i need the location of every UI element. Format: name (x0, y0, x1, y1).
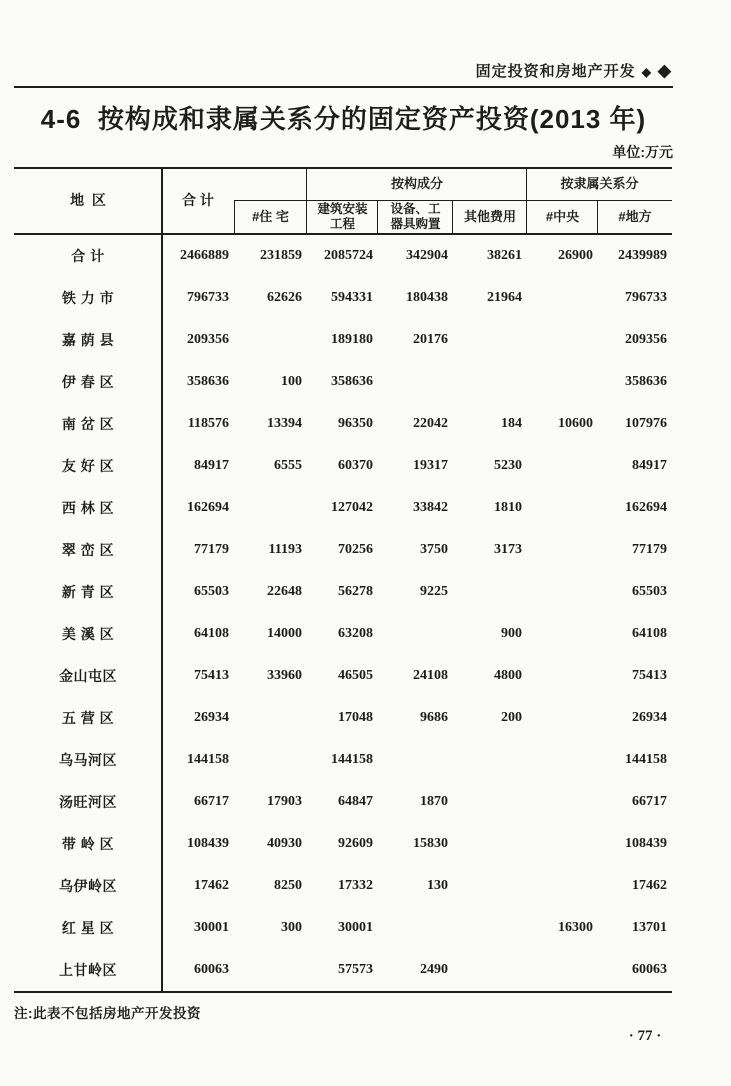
diamond-large-icon: ◆ (657, 61, 672, 80)
cell-central (527, 949, 598, 991)
cell-total: 796733 (187, 290, 229, 305)
table-row (14, 739, 672, 781)
cell-residential: 22648 (267, 584, 302, 599)
cell-equipment (378, 613, 453, 655)
cell-equipment: 24108 (413, 668, 448, 683)
column-header-construction-line2: 工程 (329, 216, 355, 231)
column-header-residential: #住 宅 (252, 209, 289, 224)
cell-total: 26934 (194, 710, 229, 725)
cell-other (453, 823, 527, 865)
cell-construction: 17048 (338, 710, 373, 725)
cell-residential: 231859 (260, 248, 302, 263)
table-bottom-border (14, 991, 672, 993)
page-title: 4-6 按构成和隶属关系分的固定资产投资(2013 年) (40, 104, 647, 134)
cell-total: 60063 (194, 962, 229, 977)
cell-equipment (378, 907, 453, 949)
cell-central: 26900 (558, 248, 593, 263)
table-row (14, 277, 672, 319)
region-label: 美 溪 区 (61, 626, 115, 642)
region-label: 南 岔 区 (61, 416, 115, 432)
cell-local: 13701 (632, 920, 667, 935)
cell-central (527, 445, 598, 487)
cell-local: 796733 (625, 290, 667, 305)
header-rule (14, 86, 673, 88)
table-row (14, 319, 672, 361)
cell-construction: 189180 (331, 332, 373, 347)
cell-central (527, 613, 598, 655)
cell-equipment: 3750 (420, 542, 448, 557)
cell-equipment: 180438 (406, 290, 448, 305)
cell-equipment: 130 (427, 878, 448, 893)
region-label: 汤旺河区 (59, 794, 117, 810)
column-header-central: #中央 (545, 209, 580, 224)
region-label: 金山屯区 (59, 668, 117, 684)
cell-construction: 358636 (331, 374, 373, 389)
cell-construction: 57573 (338, 962, 373, 977)
cell-local: 17462 (632, 878, 667, 893)
cell-total: 144158 (187, 752, 229, 767)
column-header-construction (307, 200, 378, 233)
table-row (14, 403, 672, 445)
cell-central (527, 739, 598, 781)
cell-other: 1810 (494, 500, 522, 515)
region-label: 上甘岭区 (59, 962, 117, 978)
cell-other: 5230 (494, 458, 522, 473)
table-row (14, 781, 672, 823)
cell-local: 144158 (625, 752, 667, 767)
region-label: 合 计 (71, 248, 105, 264)
cell-central (527, 571, 598, 613)
region-label: 友 好 区 (61, 458, 115, 474)
chapter-header-text: 固定投资和房地产开发 (475, 63, 636, 80)
cell-construction: 594331 (331, 290, 373, 305)
cell-residential: 33960 (267, 668, 302, 683)
cell-local: 77179 (632, 542, 667, 557)
region-label: 铁 力 市 (61, 290, 115, 306)
cell-total: 2466889 (180, 248, 229, 263)
cell-equipment: 15830 (413, 836, 448, 851)
cell-other: 4800 (494, 668, 522, 683)
cell-local: 26934 (632, 710, 667, 725)
table-body (14, 235, 672, 991)
region-label: 带 岭 区 (61, 836, 115, 852)
cell-local: 75413 (632, 668, 667, 683)
statistics-table (14, 167, 672, 993)
cell-residential: 17903 (267, 794, 302, 809)
cell-central (527, 319, 598, 361)
cell-total: 108439 (187, 836, 229, 851)
cell-other (453, 571, 527, 613)
cell-other (453, 781, 527, 823)
cell-total: 17462 (194, 878, 229, 893)
column-header-equipment-line2: 器具购置 (390, 216, 441, 231)
chapter-header (476, 60, 672, 81)
region-label: 嘉 荫 县 (61, 332, 115, 348)
cell-construction: 2085724 (324, 248, 373, 263)
cell-total: 64108 (194, 626, 229, 641)
cell-total: 66717 (194, 794, 229, 809)
region-label: 翠 峦 区 (61, 542, 115, 558)
cell-residential (234, 319, 307, 361)
cell-equipment: 342904 (406, 248, 448, 263)
table-row (14, 571, 672, 613)
table-row (14, 235, 672, 277)
cell-equipment: 19317 (413, 458, 448, 473)
cell-construction: 92609 (338, 836, 373, 851)
cell-total: 84917 (194, 458, 229, 473)
cell-equipment: 22042 (413, 416, 448, 431)
cell-total: 118576 (187, 416, 229, 431)
table-row (14, 865, 672, 907)
cell-other (453, 865, 527, 907)
cell-central (527, 361, 598, 403)
table-row (14, 907, 672, 949)
cell-total: 77179 (194, 542, 229, 557)
cell-equipment: 1870 (420, 794, 448, 809)
cell-local: 65503 (632, 584, 667, 599)
cell-equipment: 20176 (413, 332, 448, 347)
cell-local: 60063 (632, 962, 667, 977)
cell-total: 30001 (194, 920, 229, 935)
cell-central (527, 277, 598, 319)
cell-construction: 144158 (331, 752, 373, 767)
region-label: 新 青 区 (61, 584, 115, 600)
cell-central (527, 487, 598, 529)
cell-local: 66717 (632, 794, 667, 809)
cell-construction: 60370 (338, 458, 373, 473)
cell-total: 65503 (194, 584, 229, 599)
cell-central (527, 655, 598, 697)
cell-other: 38261 (487, 248, 522, 263)
table-row (14, 823, 672, 865)
cell-residential (234, 739, 307, 781)
cell-residential: 40930 (267, 836, 302, 851)
region-label: 乌马河区 (59, 752, 117, 768)
cell-other: 184 (501, 416, 522, 431)
cell-local: 162694 (625, 500, 667, 515)
table-row (14, 487, 672, 529)
region-label: 伊 春 区 (61, 374, 115, 390)
cell-other: 3173 (494, 542, 522, 557)
region-label: 五 营 区 (61, 710, 115, 726)
cell-equipment: 33842 (413, 500, 448, 515)
cell-residential: 6555 (274, 458, 302, 473)
cell-central (527, 781, 598, 823)
cell-equipment: 2490 (420, 962, 448, 977)
column-header-local: #地方 (618, 209, 652, 224)
cell-residential: 62626 (267, 290, 302, 305)
cell-total: 162694 (187, 500, 229, 515)
cell-residential: 14000 (267, 626, 302, 641)
unit-label: 单位:万元 (612, 144, 673, 160)
cell-other (453, 949, 527, 991)
region-label: 红 星 区 (61, 920, 115, 936)
section-header-by-affiliation: 按隶属关系分 (560, 176, 639, 191)
cell-construction: 96350 (338, 416, 373, 431)
cell-central (527, 529, 598, 571)
cell-residential: 100 (281, 374, 302, 389)
cell-other: 200 (501, 710, 522, 725)
cell-local: 209356 (625, 332, 667, 347)
column-header-total: 合 计 (182, 191, 214, 208)
column-header-equipment (378, 200, 453, 233)
cell-central (527, 865, 598, 907)
column-header-other: 其他费用 (463, 209, 516, 224)
cell-construction: 56278 (338, 584, 373, 599)
cell-residential (234, 697, 307, 739)
column-header-region: 地 区 (70, 191, 106, 208)
cell-residential: 13394 (267, 416, 302, 431)
cell-other (453, 361, 527, 403)
page-number: · 77 · (628, 1028, 662, 1044)
region-label: 乌伊岭区 (59, 878, 117, 894)
cell-construction: 64847 (338, 794, 373, 809)
cell-local: 107976 (625, 416, 667, 431)
table-row (14, 445, 672, 487)
cell-residential: 11193 (268, 542, 302, 557)
cell-total: 358636 (187, 374, 229, 389)
table-row (14, 529, 672, 571)
table-row (14, 361, 672, 403)
cell-other (453, 739, 527, 781)
cell-equipment: 9225 (420, 584, 448, 599)
cell-local: 64108 (632, 626, 667, 641)
cell-total: 75413 (194, 668, 229, 683)
cell-local: 84917 (632, 458, 667, 473)
table-footnote: 注:此表不包括房地产开发投资 (14, 1006, 201, 1021)
column-header-equipment-line1: 设备、工 (390, 201, 441, 216)
cell-total: 209356 (187, 332, 229, 347)
cell-local: 358636 (625, 374, 667, 389)
table-row (14, 949, 672, 991)
table-row (14, 613, 672, 655)
table-row (14, 655, 672, 697)
cell-residential: 300 (281, 920, 302, 935)
cell-other (453, 907, 527, 949)
cell-equipment (378, 739, 453, 781)
cell-central: 16300 (558, 920, 593, 935)
cell-equipment: 9686 (420, 710, 448, 725)
region-label: 西 林 区 (61, 500, 115, 516)
cell-other (453, 319, 527, 361)
cell-other: 21964 (487, 290, 522, 305)
cell-other: 900 (501, 626, 522, 641)
section-header-by-composition: 按构成分 (390, 176, 443, 191)
cell-residential (234, 487, 307, 529)
cell-residential: 8250 (274, 878, 302, 893)
table-row (14, 697, 672, 739)
cell-central (527, 697, 598, 739)
diamond-small-icon: ◆ (641, 65, 652, 79)
cell-local: 2439989 (618, 248, 667, 263)
cell-construction: 63208 (338, 626, 373, 641)
cell-construction: 70256 (338, 542, 373, 557)
cell-construction: 30001 (338, 920, 373, 935)
cell-local: 108439 (625, 836, 667, 851)
cell-construction: 17332 (338, 878, 373, 893)
column-header-construction-line1: 建筑安装 (317, 201, 368, 216)
cell-central: 10600 (558, 416, 593, 431)
cell-central (527, 823, 598, 865)
cell-construction: 46505 (338, 668, 373, 683)
cell-equipment (378, 361, 453, 403)
cell-construction: 127042 (331, 500, 373, 515)
cell-residential (234, 949, 307, 991)
